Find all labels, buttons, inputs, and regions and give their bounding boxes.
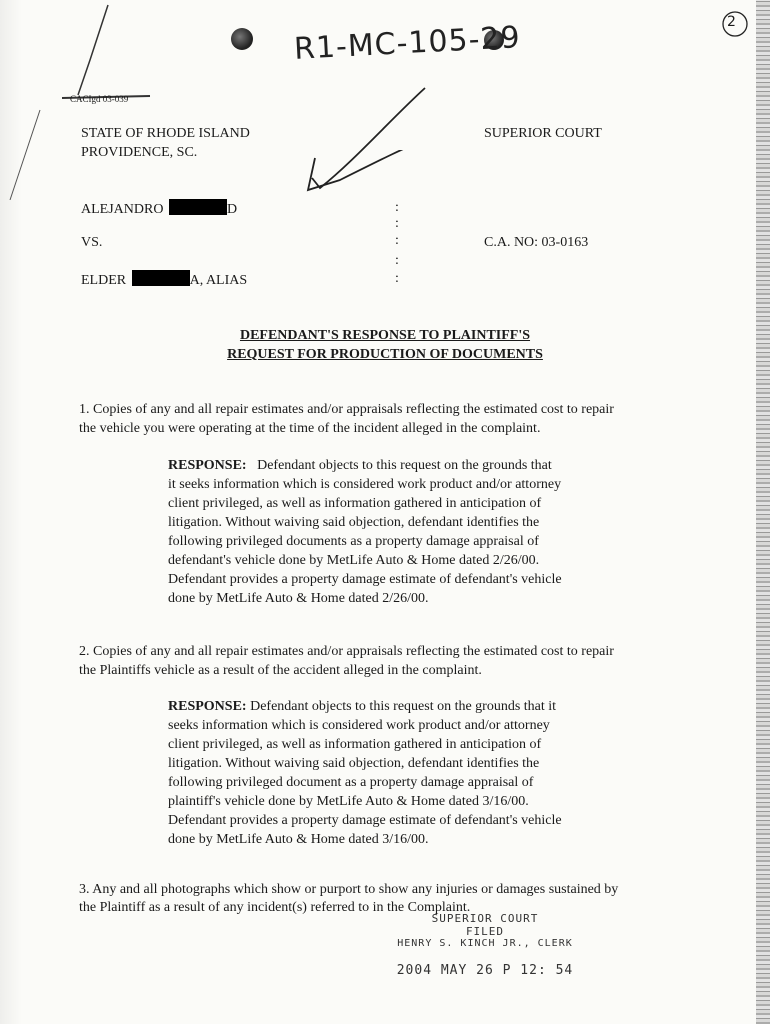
defendant-name-prefix: ELDER	[81, 273, 127, 288]
response-1-line: Defendant provides a property damage estimate of defendant's vehicle	[168, 572, 562, 587]
caption-colon: :	[395, 216, 399, 231]
response-2-line: done by MetLife Auto & Home dated 3/16/00.	[168, 832, 429, 847]
stamp-clerk: HENRY S. KINCH JR., CLERK	[397, 938, 573, 949]
response-2-line: plaintiff's vehicle done by MetLife Auto & Home dated 3/16/00.	[168, 794, 529, 809]
response-2-line: seeks information which is considered work product and/or attorney	[168, 718, 550, 733]
document-title-line2: REQUEST FOR PRODUCTION OF DOCUMENTS	[227, 347, 543, 362]
response-2-line: following privileged document as a property damage appraisal of	[168, 775, 534, 790]
response-2-label: RESPONSE:	[168, 699, 247, 714]
caption-colon: :	[395, 233, 399, 248]
case-number: C.A. NO: 03-0163	[484, 235, 589, 250]
response-1-line: defendant's vehicle done by MetLife Auto & Home dated 2/26/00.	[168, 553, 540, 568]
response-2-line-text: Defendant objects to this request on the grounds that it	[250, 699, 557, 714]
response-1-line: litigation. Without waiving said objection, defendant identifies the	[168, 515, 540, 530]
handwritten-page-number: 2	[727, 14, 736, 30]
request-2-text-line2: the Plaintiffs vehicle as a result of the accident alleged in the complaint.	[79, 663, 482, 678]
request-3-text-line1: 3. Any and all photographs which show or purport to show any injuries or damages sustained by	[79, 882, 619, 897]
caption-colon: :	[395, 253, 399, 268]
redaction-bar	[132, 270, 190, 286]
state-name: STATE OF RHODE ISLAND	[81, 126, 250, 141]
stamp-court: SUPERIOR COURT	[431, 912, 539, 925]
response-1-line-text: Defendant objects to this request on the grounds that	[257, 458, 552, 473]
request-3-text-line2: the Plaintiff as a result of any incident(s) referred to in the Complaint.	[79, 900, 471, 915]
plaintiff-name-suffix: D	[226, 202, 238, 217]
response-1-label: RESPONSE:	[168, 458, 247, 473]
response-1-line: done by MetLife Auto & Home dated 2/26/00.	[168, 591, 429, 606]
request-1-text-line1: 1. Copies of any and all repair estimates and/or appraisals reflecting the estimated cost to repair	[79, 402, 614, 417]
response-2-line: litigation. Without waiving said objection, defendant identifies the	[168, 756, 540, 771]
punch-hole-icon	[231, 28, 253, 50]
response-2-line	[168, 697, 556, 716]
stamp-date: 2004 MAY 26 P 12: 54	[396, 963, 574, 978]
plaintiff-name-prefix: ALEJANDRO	[81, 202, 164, 217]
check-mark-icon	[300, 150, 430, 200]
defendant-name-suffix: A, ALIAS	[189, 273, 248, 288]
handwritten-case-ref: R1-MC-105-29	[293, 20, 522, 67]
caption-colon: :	[395, 271, 399, 286]
request-2-text-line1: 2. Copies of any and all repair estimates and/or appraisals reflecting the estimated cost to repair	[79, 644, 614, 659]
stamp-filed: FILED	[465, 925, 505, 938]
defendant-name	[81, 270, 247, 290]
response-1-line: client privileged, as well as information gathered in anticipation of	[168, 496, 542, 511]
redaction-bar	[169, 199, 227, 215]
plaintiff-name	[81, 199, 237, 219]
response-2-line: Defendant provides a property damage estimate of defendant's vehicle	[168, 813, 562, 828]
response-1-line	[168, 456, 552, 475]
response-1-line: it seeks information which is considered work product and/or attorney	[168, 477, 562, 492]
court-name: SUPERIOR COURT	[484, 126, 602, 141]
form-code: CACIgd 03-039	[70, 94, 129, 104]
document-title-line1: DEFENDANT'S RESPONSE TO PLAINTIFF'S	[239, 328, 531, 343]
request-1-text-line2: the vehicle you were operating at the time of the incident alleged in the complaint.	[79, 421, 541, 436]
caption-colon: :	[395, 200, 399, 215]
response-2-line: client privileged, as well as information gathered in anticipation of	[168, 737, 542, 752]
filed-stamp	[380, 912, 590, 978]
county-name: PROVIDENCE, SC.	[81, 145, 198, 160]
versus-label: VS.	[81, 235, 103, 250]
response-1-line: following privileged documents as a property damage appraisal of	[168, 534, 539, 549]
